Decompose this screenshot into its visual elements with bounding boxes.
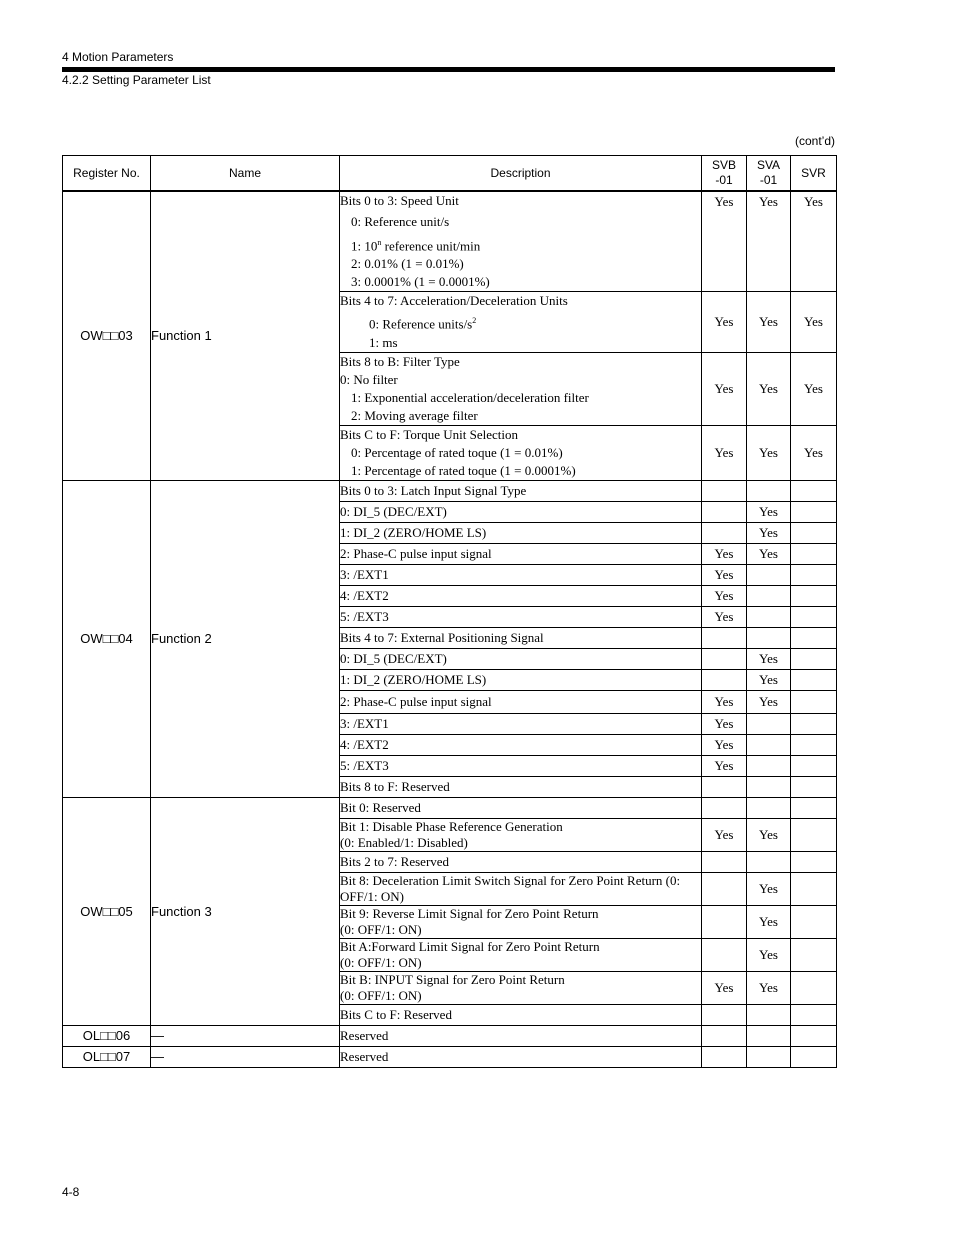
desc-bit8: Bit 8: Deceleration Limit Switch Signal for Zero Point Return (0: OFF/1: ON) <box>340 872 702 905</box>
desc-latch-opt3: 3: /EXT1 <box>340 564 702 585</box>
register-ow03: OW□□03 <box>63 191 151 480</box>
header-rule <box>62 67 835 72</box>
yes-cell: Yes <box>747 522 791 543</box>
yes-cell: Yes <box>791 191 837 292</box>
yes-cell: Yes <box>702 191 747 292</box>
desc-bitscf-reserved: Bits C to F: Reserved <box>340 1004 702 1025</box>
yes-cell: Yes <box>702 755 747 776</box>
yes-cell: Yes <box>702 292 747 352</box>
yes-cell: Yes <box>702 585 747 606</box>
desc-ext-title: Bits 4 to 7: External Positioning Signal <box>340 627 702 648</box>
register-ow05: OW□□05 <box>63 797 151 1025</box>
yes-cell: Yes <box>747 191 791 292</box>
yes-cell: Yes <box>702 352 747 425</box>
yes-cell: Yes <box>747 905 791 938</box>
table-row <box>63 191 837 292</box>
desc-bita: Bit A:Forward Limit Signal for Zero Point Return (0: OFF/1: ON) <box>340 938 702 971</box>
chapter-header: 4 Motion Parameters <box>62 50 174 64</box>
desc-bit0-reserved: Bit 0: Reserved <box>340 797 702 818</box>
desc-ext-opt0: 0: DI_5 (DEC/EXT) <box>340 648 702 669</box>
yes-cell: Yes <box>702 425 747 480</box>
continued-label: (cont’d) <box>794 134 835 148</box>
table-row <box>63 480 837 501</box>
yes-cell: Yes <box>702 606 747 627</box>
desc-bits8f-reserved: Bits 8 to F: Reserved <box>340 776 702 797</box>
desc-ext-opt1: 1: DI_2 (ZERO/HOME LS) <box>340 669 702 690</box>
register-ol06: OL□□06 <box>63 1025 151 1046</box>
name-dash: — <box>151 1046 340 1067</box>
col-sva01: SVA -01 <box>747 156 791 192</box>
yes-cell: Yes <box>747 971 791 1004</box>
name-function-2: Function 2 <box>151 480 340 797</box>
setting-parameter-table <box>62 155 837 1068</box>
desc-latch-opt2: 2: Phase-C pulse input signal <box>340 543 702 564</box>
yes-cell: Yes <box>702 564 747 585</box>
desc-reserved: Reserved <box>340 1046 702 1067</box>
yes-cell: Yes <box>747 543 791 564</box>
desc-latch-opt4: 4: /EXT2 <box>340 585 702 606</box>
col-name: Name <box>151 156 340 192</box>
desc-ext-opt4: 4: /EXT2 <box>340 734 702 755</box>
yes-cell: Yes <box>747 818 791 851</box>
yes-cell: Yes <box>747 425 791 480</box>
desc-speed-unit: Bits 0 to 3: Speed Unit 0: Reference unit/s 1: 10$^n$ reference unit/min 2: 0.01% (1 = 0.01%) 3: 0.0001% (1 = 0.0001%) <box>340 191 702 292</box>
col-description: Description <box>340 156 702 192</box>
name-function-3: Function 3 <box>151 797 340 1025</box>
yes-cell: Yes <box>702 734 747 755</box>
yes-cell: Yes <box>747 292 791 352</box>
yes-cell: Yes <box>747 690 791 713</box>
yes-cell: Yes <box>702 690 747 713</box>
desc-ext-opt2: 2: Phase-C pulse input signal <box>340 690 702 713</box>
yes-cell: Yes <box>791 425 837 480</box>
table-row <box>63 797 837 818</box>
yes-cell: Yes <box>747 938 791 971</box>
register-ow04: OW□□04 <box>63 480 151 797</box>
yes-cell: Yes <box>747 501 791 522</box>
desc-torque-unit: Bits C to F: Torque Unit Selection 0: Percentage of rated toque (1 = 0.01%) 1: Percentage of rated toque (1 = 0.0001%) <box>340 425 702 480</box>
register-ol07: OL□□07 <box>63 1046 151 1067</box>
yes-cell: Yes <box>791 292 837 352</box>
yes-cell: Yes <box>702 818 747 851</box>
desc-bit9: Bit 9: Reverse Limit Signal for Zero Point Return (0: OFF/1: ON) <box>340 905 702 938</box>
col-svb01: SVB -01 <box>702 156 747 192</box>
yes-cell: Yes <box>791 352 837 425</box>
name-function-1: Function 1 <box>151 191 340 480</box>
yes-cell: Yes <box>702 713 747 734</box>
yes-cell: Yes <box>747 669 791 690</box>
yes-cell: Yes <box>747 648 791 669</box>
col-register: Register No. <box>63 156 151 192</box>
desc-reserved: Reserved <box>340 1025 702 1046</box>
desc-latch-title: Bits 0 to 3: Latch Input Signal Type <box>340 480 702 501</box>
desc-bit1: Bit 1: Disable Phase Reference Generation (0: Enabled/1: Disabled) <box>340 818 702 851</box>
yes-cell: Yes <box>702 971 747 1004</box>
desc-latch-opt0: 0: DI_5 (DEC/EXT) <box>340 501 702 522</box>
section-header: 4.2.2 Setting Parameter List <box>62 73 211 87</box>
desc-latch-opt1: 1: DI_2 (ZERO/HOME LS) <box>340 522 702 543</box>
yes-cell: Yes <box>702 543 747 564</box>
col-svr: SVR <box>791 156 837 192</box>
yes-cell: Yes <box>747 872 791 905</box>
desc-bits27-reserved: Bits 2 to 7: Reserved <box>340 851 702 872</box>
desc-filter-type: Bits 8 to B: Filter Type 0: No filter 1: Exponential acceleration/deceleration filter 2: Moving average filter <box>340 352 702 425</box>
desc-ext-opt3: 3: /EXT1 <box>340 713 702 734</box>
desc-ext-opt5: 5: /EXT3 <box>340 755 702 776</box>
desc-accel-units: Bits 4 to 7: Acceleration/Deceleration Units 0: Reference units/$s^2$ 1: ms <box>340 292 702 352</box>
table-row <box>63 1046 837 1067</box>
page-number: 4-8 <box>62 1185 80 1199</box>
yes-cell: Yes <box>747 352 791 425</box>
table-row <box>63 1025 837 1046</box>
desc-bitb: Bit B: INPUT Signal for Zero Point Return (0: OFF/1: ON) <box>340 971 702 1004</box>
table-header-row <box>63 156 837 192</box>
name-dash: — <box>151 1025 340 1046</box>
desc-latch-opt5: 5: /EXT3 <box>340 606 702 627</box>
